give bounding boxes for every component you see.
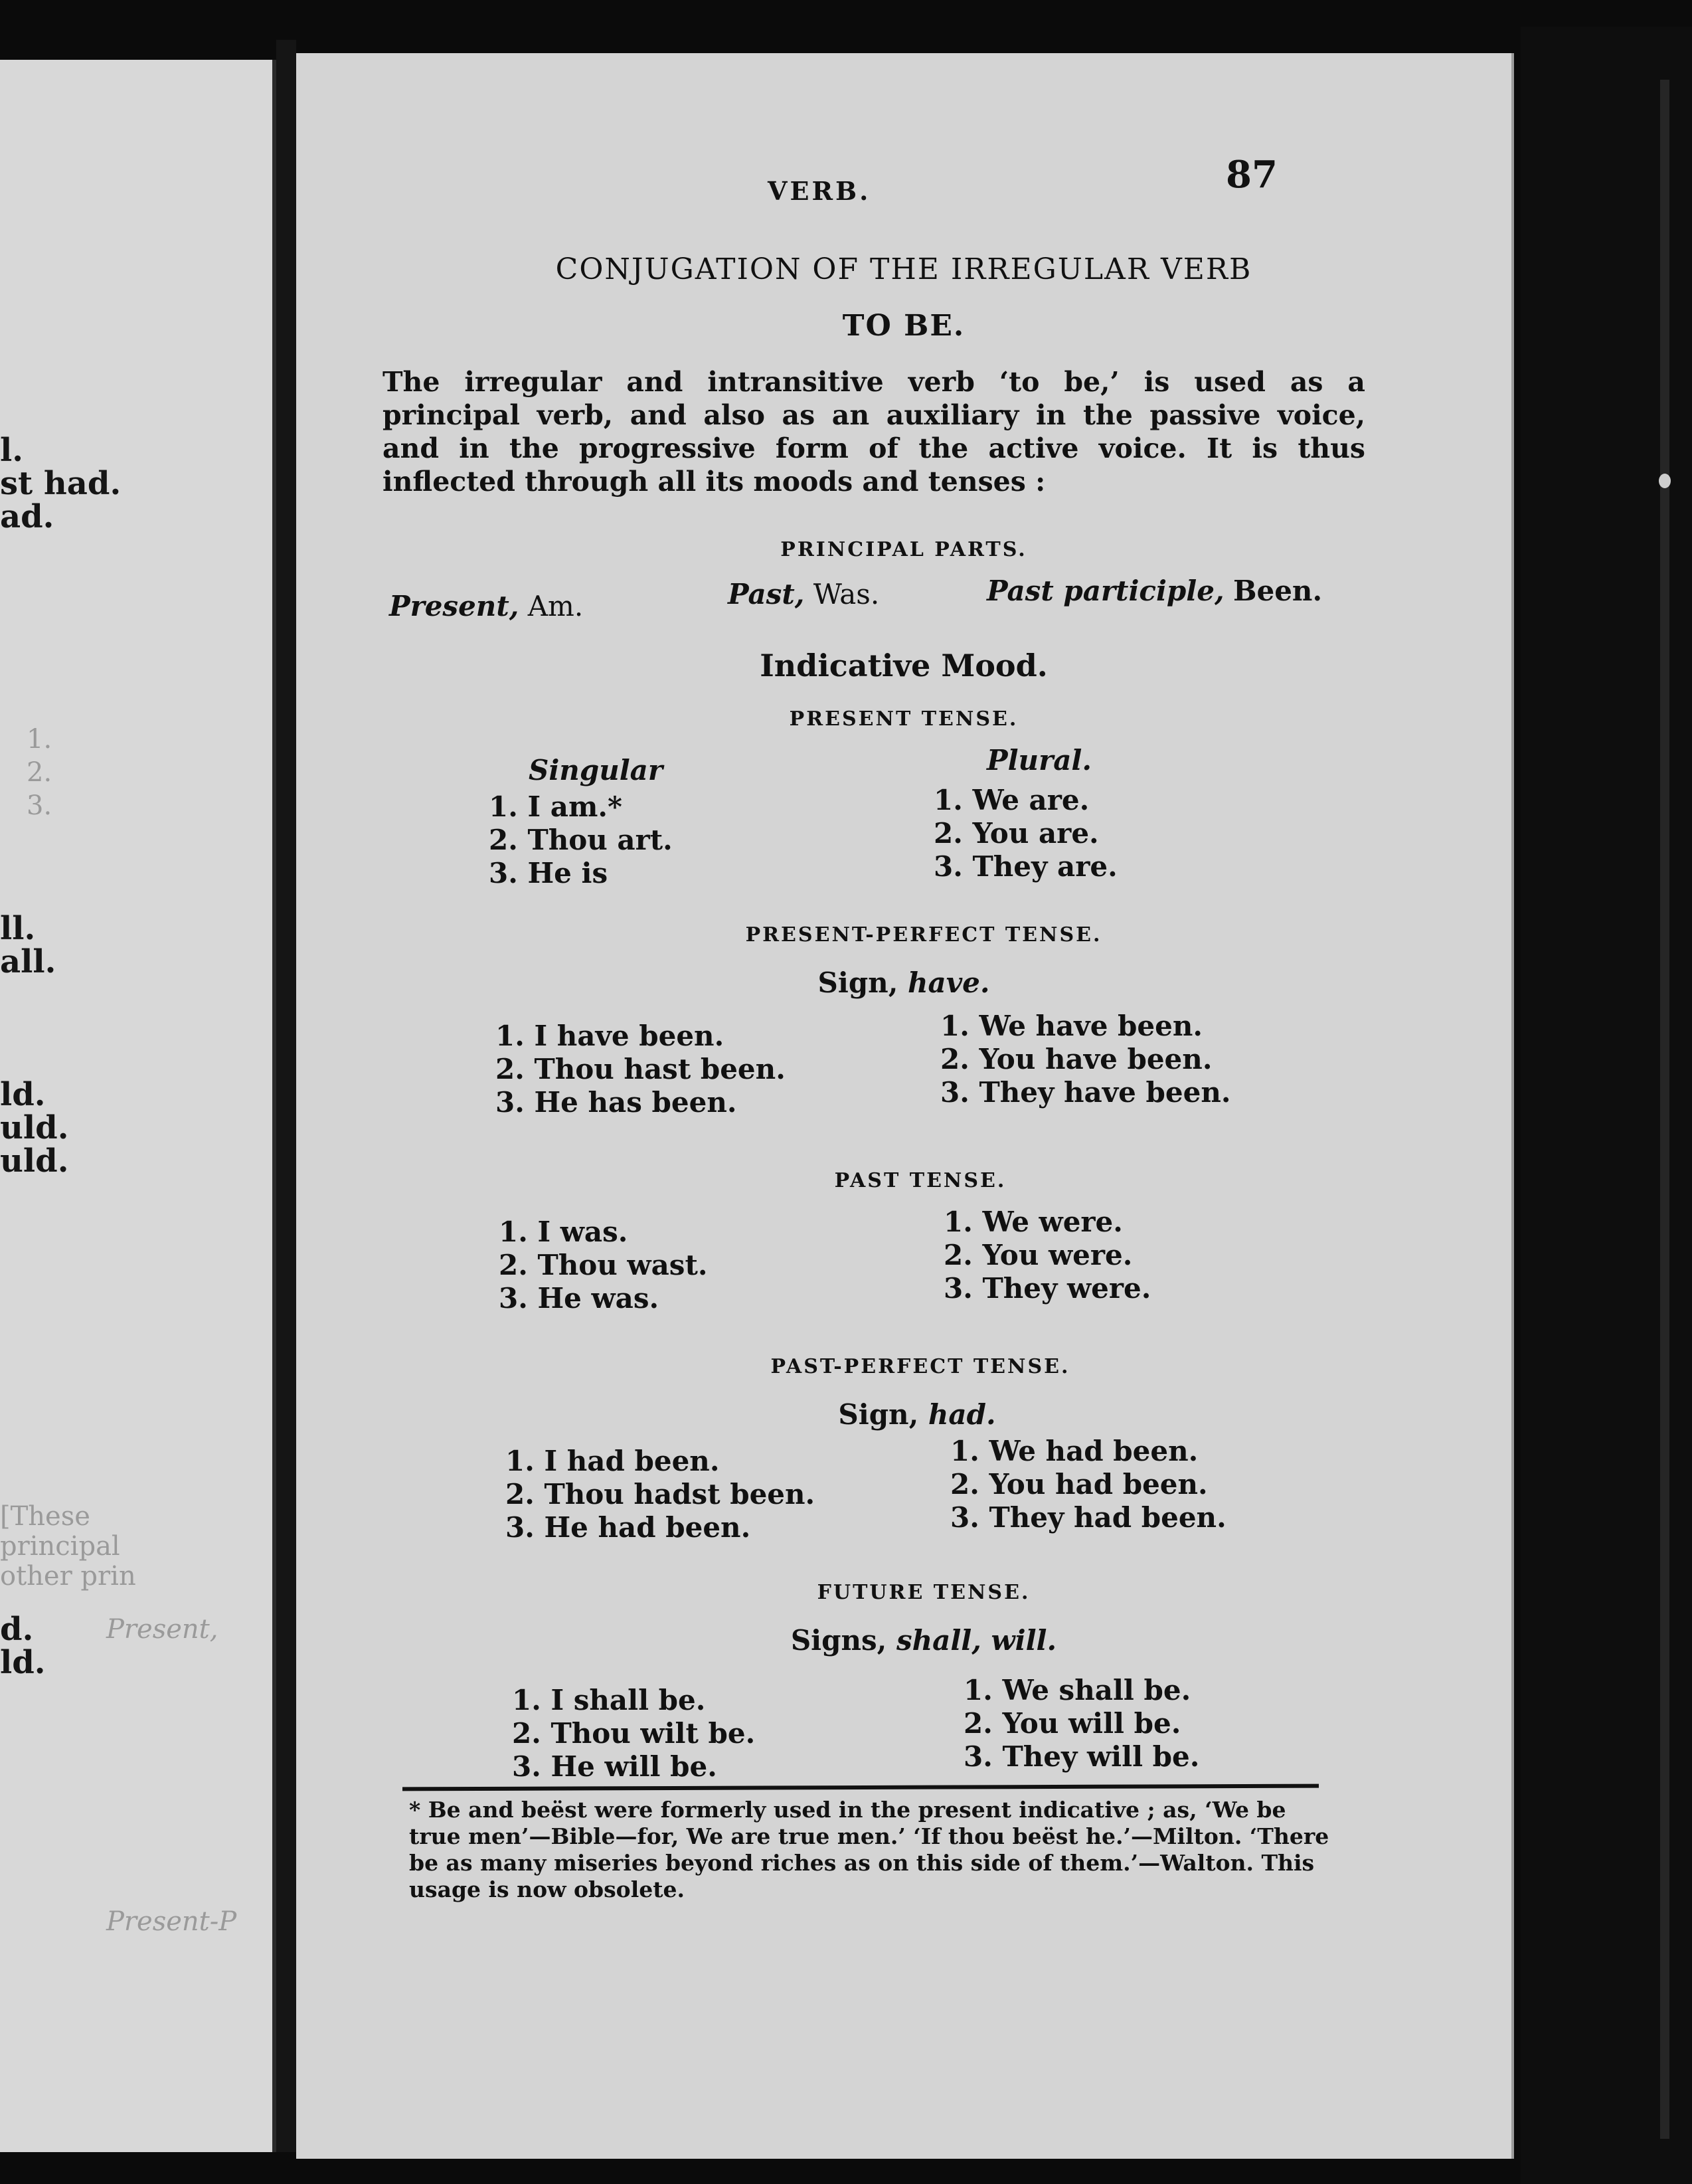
left-faint-fragment: Present-P — [106, 1906, 237, 1937]
plural-forms — [934, 784, 1118, 883]
footnote-line: * Be and beëst were formerly used in the present indicative ; as, ‘We be — [409, 1797, 1286, 1823]
tense-heading: FUTURE TENSE. — [817, 1581, 1031, 1604]
singular-forms — [505, 1445, 815, 1544]
principal-participle-value: Been. — [1232, 575, 1323, 607]
footnote-line: true men’—Bible—for, We are true men.’ ‘If thou beëst he.’—Milton. ‘There — [409, 1823, 1329, 1849]
plural-forms — [940, 1010, 1230, 1109]
mood-heading: Indicative Mood. — [760, 648, 1048, 683]
left-fragment: ad. — [0, 498, 54, 535]
binding-mark — [1659, 474, 1671, 488]
principal-parts-heading: PRINCIPAL PARTS. — [780, 538, 1027, 561]
conjugation-form: 2. Thou wast. — [499, 1249, 708, 1281]
page-title: CONJUGATION OF THE IRREGULAR VERB — [555, 252, 1252, 286]
conjugation-form: 2. Thou wilt be. — [512, 1717, 756, 1750]
sign-word: shall, will. — [896, 1624, 1057, 1657]
conjugation-form: 3. They had been. — [950, 1501, 1227, 1534]
sign-label: Signs, — [790, 1624, 887, 1657]
principal-past-value: Was. — [813, 578, 880, 610]
conjugation-form: 3. He had been. — [505, 1511, 751, 1544]
left-page — [0, 60, 276, 2152]
conjugation-form: 1. I was. — [499, 1216, 628, 1248]
plural-forms — [964, 1674, 1199, 1774]
left-fragment: uld. — [0, 1109, 69, 1146]
conjugation-form: 3. They were. — [944, 1272, 1151, 1305]
tense-heading: PRESENT TENSE. — [789, 707, 1019, 731]
plural-label: Plural. — [987, 744, 1092, 776]
left-fragment: d. — [0, 1611, 34, 1648]
sign-word: had. — [928, 1398, 996, 1431]
conjugation-form: 1. I had been. — [505, 1445, 720, 1477]
sign-label: Sign, — [838, 1398, 919, 1431]
conjugation-form: 3. They will be. — [964, 1740, 1200, 1773]
principal-present-label: Present, — [389, 590, 519, 622]
principal-present — [389, 590, 583, 622]
footnote-line: be as many miseries beyond riches as on this side of them.’—Walton. This — [409, 1850, 1315, 1876]
left-faint-fragment: 3. — [27, 790, 52, 821]
tense-sign — [296, 1624, 1511, 1657]
intro-paragraph — [382, 365, 1365, 498]
left-faint-fragment: principal — [0, 1531, 120, 1562]
tense-heading: PAST TENSE. — [834, 1169, 1007, 1192]
singular-forms — [495, 1020, 786, 1119]
left-faint-fragment: Present, — [106, 1614, 218, 1645]
page-subtitle: TO BE. — [842, 309, 966, 343]
conjugation-form: 3. They have been. — [940, 1076, 1231, 1109]
left-faint-fragment: 1. — [27, 724, 52, 755]
footnote-line: usage is now obsolete. — [409, 1876, 685, 1902]
singular-forms — [512, 1684, 755, 1783]
left-faint-fragment: 2. — [27, 757, 52, 788]
left-fragment: ll. — [0, 910, 36, 947]
footnote — [409, 1797, 1329, 1903]
conjugation-form: 3. He is — [489, 857, 608, 889]
left-fragment: all. — [0, 943, 56, 980]
left-fragment: uld. — [0, 1142, 69, 1180]
sign-label: Sign, — [817, 966, 898, 999]
book-gutter — [276, 40, 296, 2152]
singular-forms — [489, 790, 673, 890]
plural-forms — [944, 1206, 1151, 1305]
conjugation-form: 2. Thou art. — [489, 824, 673, 856]
tense-heading: PAST-PERFECT TENSE. — [770, 1355, 1070, 1378]
conjugation-form: 1. We had been. — [950, 1435, 1199, 1467]
conjugation-form: 2. You have been. — [940, 1043, 1213, 1075]
conjugation-form: 1. I am.* — [489, 790, 622, 823]
principal-participle-label: Past participle, — [987, 575, 1225, 607]
principal-participle — [987, 575, 1322, 607]
running-head: VERB. — [768, 176, 871, 206]
tense-heading: PRESENT-PERFECT TENSE. — [745, 923, 1102, 947]
sign-word: have. — [907, 966, 990, 999]
conjugation-form: 2. Thou hadst been. — [505, 1478, 815, 1510]
right-page — [296, 53, 1514, 2159]
principal-past — [728, 578, 879, 610]
left-fragment: l. — [0, 432, 23, 469]
binding-edge — [1660, 80, 1669, 2139]
page-number: 87 — [1226, 153, 1278, 197]
left-fragment: ld. — [0, 1076, 46, 1113]
intro-line: inflected through all its moods and tenses : — [382, 466, 1046, 498]
conjugation-form: 1. I shall be. — [512, 1684, 706, 1716]
tense-sign — [296, 966, 1511, 999]
conjugation-form: 2. You will be. — [964, 1707, 1181, 1740]
plural-forms — [950, 1435, 1227, 1534]
conjugation-form: 2. You were. — [944, 1239, 1133, 1271]
singular-label: Singular — [529, 754, 663, 786]
conjugation-form: 1. I have been. — [495, 1020, 724, 1052]
intro-line: The irregular and intransitive verb ‘to be,’ is used as a — [382, 366, 1365, 398]
conjugation-form: 1. We shall be. — [964, 1674, 1191, 1706]
footnote-rule — [402, 1784, 1319, 1791]
left-fragment: ld. — [0, 1644, 46, 1681]
principal-past-label: Past, — [728, 578, 805, 610]
principal-present-value: Am. — [527, 590, 584, 622]
conjugation-form: 3. He has been. — [495, 1086, 737, 1119]
tense-sign — [296, 1398, 1511, 1431]
conjugation-form: 1. We have been. — [940, 1010, 1203, 1042]
conjugation-form: 3. They are. — [934, 850, 1118, 883]
intro-line: and in the progressive form of the active voice. It is thus — [382, 432, 1365, 464]
conjugation-form: 2. You had been. — [950, 1468, 1208, 1501]
left-faint-fragment: other prin — [0, 1561, 136, 1592]
conjugation-form: 2. You are. — [934, 817, 1099, 850]
left-fragment: st had. — [0, 465, 122, 502]
singular-forms — [499, 1216, 707, 1315]
left-faint-fragment: [These — [0, 1501, 90, 1532]
conjugation-form: 3. He will be. — [512, 1750, 717, 1783]
intro-line: principal verb, and also as an auxiliary in the passive voice, — [382, 399, 1365, 431]
conjugation-form: 1. We are. — [934, 784, 1090, 816]
conjugation-form: 1. We were. — [944, 1206, 1123, 1238]
conjugation-form: 3. He was. — [499, 1282, 659, 1315]
conjugation-form: 2. Thou hast been. — [495, 1053, 786, 1085]
